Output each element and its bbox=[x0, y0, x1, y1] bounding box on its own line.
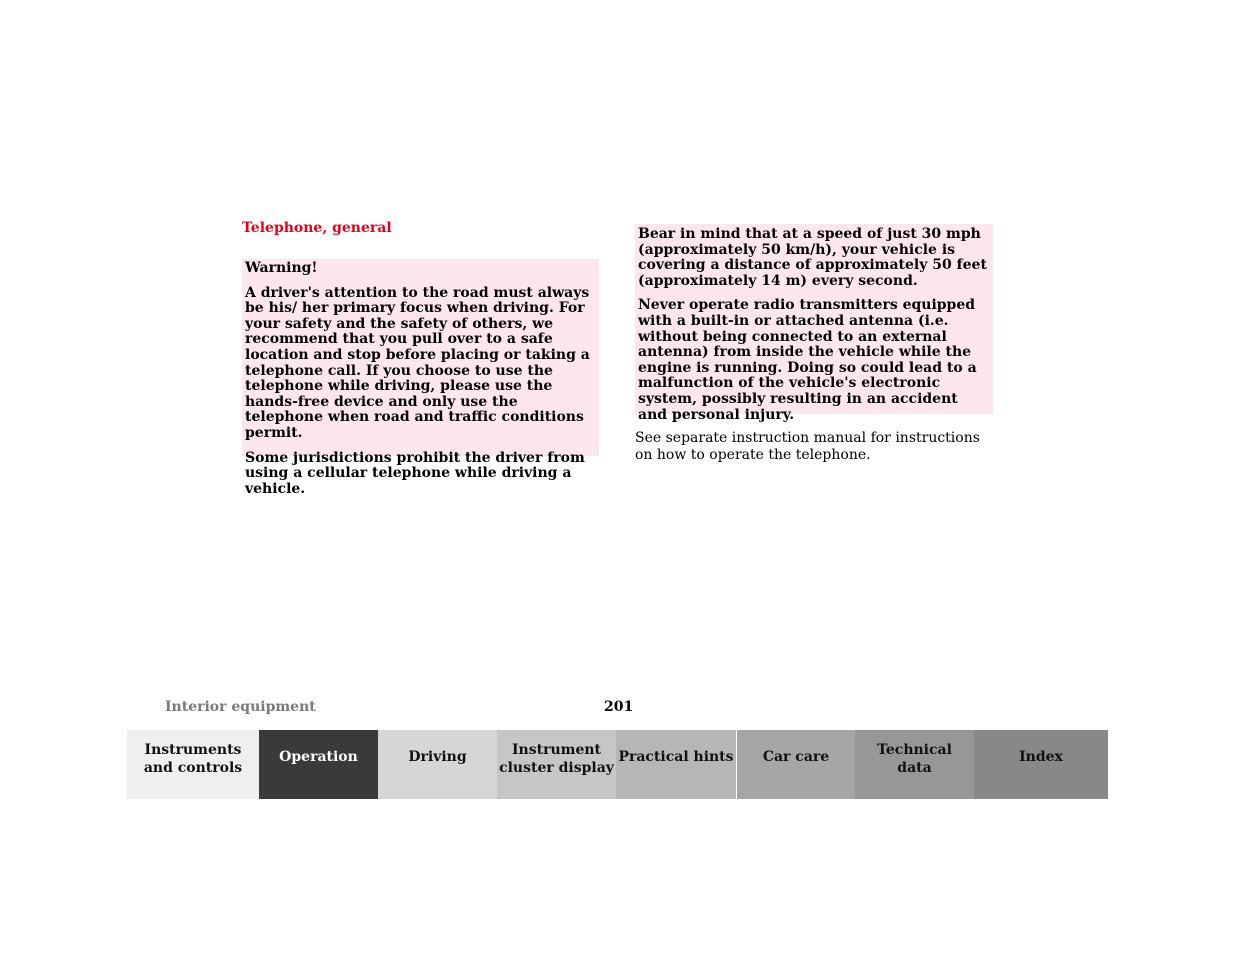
tab-instruments-and-controls[interactable] bbox=[127, 730, 259, 799]
tab-label: Instrument bbox=[512, 742, 601, 758]
tab-label: Practical hints bbox=[618, 749, 734, 765]
warning-box-right bbox=[635, 224, 993, 423]
tab-practical-hints[interactable] bbox=[616, 730, 736, 799]
tab-index[interactable] bbox=[974, 730, 1108, 799]
tab-label: Index bbox=[1019, 749, 1063, 765]
section-heading: Telephone, general bbox=[242, 220, 392, 236]
warning-paragraph: Never operate radio transmitters equipped with a built-in or attached antenna (i.e. without being connected to an external antenna) from inside the vehicle while the engine is running. Doing so could lead to a malfunction of the vehicle's electronic system, possibly resulting in an accident and personal injury. bbox=[638, 297, 977, 423]
instruction-note: See separate instruction manual for instructions on how to operate the telephone. bbox=[635, 430, 980, 463]
warning-paragraph: Bear in mind that at a speed of just 30 mph (approximately 50 km/h), your vehicle is covering a distance of approximately 50 feet (approximately 14 m) every second. bbox=[638, 226, 987, 289]
tab-car-care[interactable] bbox=[736, 730, 855, 799]
tab-label: Driving bbox=[408, 749, 467, 765]
page-number: 201 bbox=[604, 699, 634, 715]
tab-label: Car care bbox=[762, 749, 830, 765]
chapter-navigation bbox=[127, 730, 1108, 799]
tab-label: Technical bbox=[877, 742, 952, 758]
footer-section-label: Interior equipment bbox=[165, 699, 316, 715]
tab-label: data bbox=[897, 760, 932, 776]
warning-title: Warning! bbox=[245, 260, 318, 276]
warning-paragraph: A driver's attention to the road must always be his/ her primary focus when driving. For your safety and the safety of others, we recommend that you pull over to a safe location and stop before placing or taking a telephone call. If you choose to use the telephone while driving, please use the hands-free device and only use the telephone when road and traffic conditions permit. bbox=[245, 284, 590, 441]
tab-operation[interactable] bbox=[259, 730, 378, 799]
tab-driving[interactable] bbox=[378, 730, 497, 799]
warning-box-left bbox=[242, 259, 599, 497]
tab-technical-data[interactable] bbox=[855, 730, 974, 799]
tab-instrument-cluster-display[interactable] bbox=[497, 730, 616, 799]
tab-label: and controls bbox=[143, 760, 243, 776]
tab-label: Instruments bbox=[144, 742, 242, 758]
warning-paragraph: Some jurisdictions prohibit the driver from using a cellular telephone while driving a vehicle. bbox=[245, 449, 585, 497]
tab-label: Operation bbox=[279, 749, 358, 765]
tab-label: cluster display bbox=[499, 760, 614, 776]
